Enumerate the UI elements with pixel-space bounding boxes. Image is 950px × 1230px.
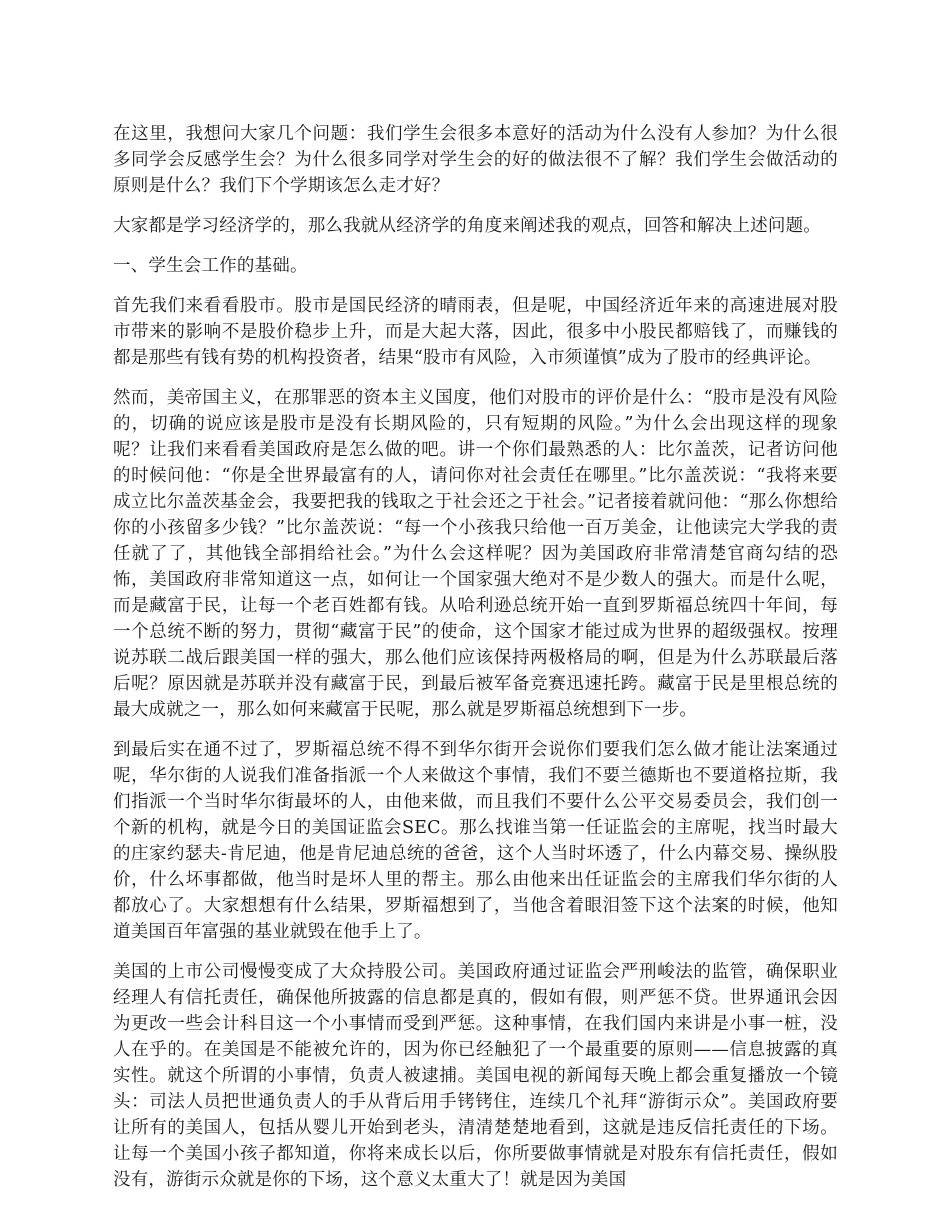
section-heading-foundation: 一、学生会工作的基础。 xyxy=(113,256,308,276)
paragraph-questions: 在这里，我想问大家几个问题：我们学生会很多本意好的活动为什么没有人参加？为什么很多同学会反感学生会？为什么很多同学对学生会的好的做法很不了解？我们学生会做活动的原则是什么？我们下个学期该怎么走才好？ xyxy=(113,124,838,196)
paragraph-stock-market: 首先我们来看看股市。股市是国民经济的晴雨表，但是呢，中国经济近年来的高速进展对股市带来的影响不是股价稳步上升，而是大起大落，因此，很多中小股民都赔钱了，而赚钱的都是那些有钱有势的机构投资者，结果“股市有风险，入市须谨慎”成为了股市的经典评论。 xyxy=(113,296,838,368)
paragraph-us-stock-market: 然而，美帝国主义，在那罪恶的资本主义国度，他们对股市的评价是什么：“股市是没有风险的，切确的说应该是股市是没有长期风险的，只有短期的风险。”为什么会出现这样的现象呢？让我们来看看美国政府是怎么做的吧。讲一个你们最熟悉的人：比尔盖茨，记者访问他的时候问他：“你是全世界最富有的人，请问你对社会责任在哪里。”比尔盖茨说：“我将来要成立比尔盖茨基金会，我要把我的钱取之于社会还之于社会。”记者接着就问他：“那么你想给你的小孩留多少钱？”比尔盖茨说：“每一个小孩我只给他一百万美金，让他读完大学我的责任就了了，其他钱全部捐给社会。”为什么会这样呢？因为美国政府非常清楚官商勾结的恐怖，美国政府非常知道这一点，如何让一个国家强大绝对不是少数人的强大。而是什么呢，而是藏富于民，让每一个老百姓都有钱。从哈利逊总统开始一直到罗斯福总统四十年间，每一个总统不断的努力，贯彻“藏富于民”的使命，这个国家才能过成为世界的超级强权。按理说苏联二战后跟美国一样的强大，那么他们应该保持两极格局的啊，但是为什么苏联最后落后呢？原因就是苏联并没有藏富于民，到最后被军备竞赛迅速托跨。藏富于民是里根总统的最大成就之一，那么如何来藏富于民呢，那么就是罗斯福总统想到下一步。 xyxy=(113,388,838,720)
paragraph-economics-angle: 大家都是学习经济学的，那么我就从经济学的角度来阐述我的观点，回答和解决上述问题。 xyxy=(113,216,821,236)
paragraph-fiduciary-duty: 美国的上市公司慢慢变成了大众持股公司。美国政府通过证监会严刑峻法的监管，确保职业经理人有信托责任，确保他所披露的信息都是真的，假如有假，则严惩不贷。世界通讯会因为更改一些会计科目这一个小事情而受到严惩。这种事情，在我们国内来讲是小事一桩，没人在乎的。在美国是不能被允许的，因为你已经触犯了一个最重要的原则——信息披露的真实性。就这个所谓的小事情，负责人被逮捕。美国电视的新闻每天晚上都会重复播放一个镜头：司法人员把世通负责人的手从背后用手铐铐住，连续几个礼拜“游街示众”。美国政府要让所有的美国人，包括从婴儿开始到老头，清清楚楚地看到，这就是违反信托责任的下场。让每一个美国小孩子都知道，你将来成长以后，你所要做事情就是对股东有信托责任，假如没有，游街示众就是你的下场，这个意义太重大了！就是因为美国 xyxy=(113,962,838,1190)
paragraph-wall-street-sec: 到最后实在通不过了，罗斯福总统不得不到华尔街开会说你们要我们怎么做才能让法案通过呢，华尔街的人说我们准备指派一个人来做这个事情，我们不要兰德斯也不要道格拉斯，我们指派一个当时华尔街最坏的人，由他来做，而且我们不要什么公平交易委员会，我们创一个新的机构，就是今日的美国证监会SEC。那么找谁当第一任证监会的主席呢，找当时最大的庄家约瑟夫-肯尼迪，他是肯尼迪总统的爸爸，这个人当时坏透了，什么内幕交易、操纵股价，什么坏事都做，他当时是坏人里的帮主。那么由他来出任证监会的主席我们华尔街的人都放心了。大家想想有什么结果，罗斯福想到了，当他含着眼泪签下这个法案的时候，他知道美国百年富强的基业就毁在他手上了。 xyxy=(113,740,838,942)
document-body xyxy=(113,121,838,1207)
